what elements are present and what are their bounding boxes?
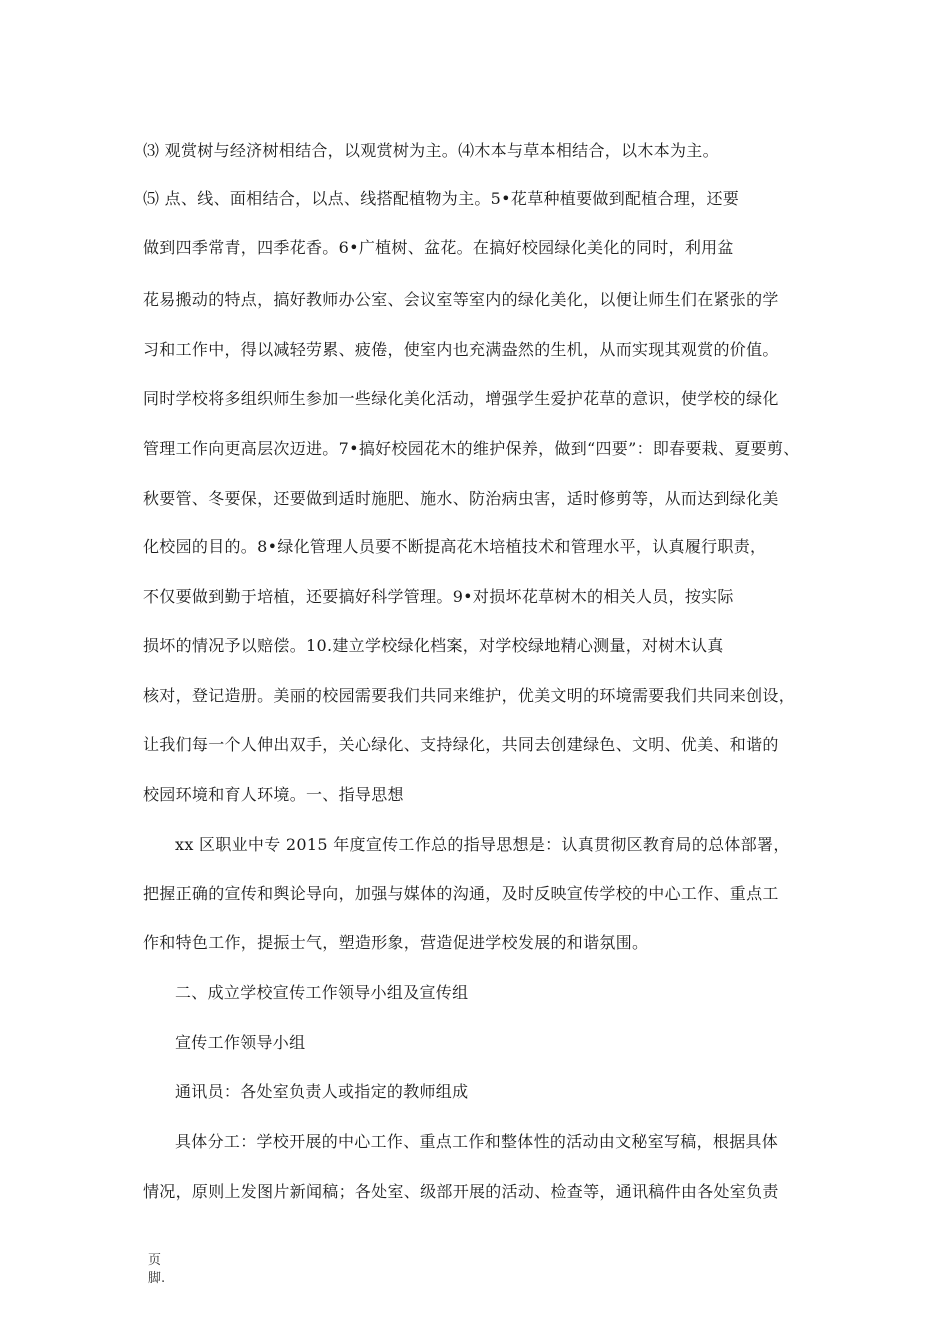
body-text-line: 做到四季常青，四季花香。6•广植树、盆花。在搞好校园绿化美化的同时，利用盆 bbox=[143, 238, 734, 257]
body-text-line: 损坏的情况予以赔偿。10.建立学校绿化档案，对学校绿地精心测量，对树木认真 bbox=[143, 636, 724, 655]
body-text-line: 作和特色工作，提振士气，塑造形象，营造促进学校发展的和谐氛围。 bbox=[143, 933, 649, 952]
body-text-line: 情况，原则上发图片新闻稿；各处室、级部开展的活动、检查等，通讯稿件由各处室负责 bbox=[143, 1182, 779, 1201]
body-text-line: 让我们每一个人伸出双手，关心绿化、支持绿化，共同去创建绿色、文明、优美、和谐的 bbox=[143, 735, 779, 754]
body-text-line: 花易搬动的特点，搞好教师办公室、会议室等室内的绿化美化，以便让师生们在紧张的学 bbox=[143, 290, 779, 309]
section-heading: 校园环境和育人环境。一、指导思想 bbox=[143, 785, 404, 804]
body-text-line: 化校园的目的。8•绿化管理人员要不断提高花木培植技术和管理水平，认真履行职责， bbox=[143, 537, 767, 556]
body-text-line: ⑶ 观赏树与经济树相结合，以观赏树为主。⑷木本与草本相结合，以木本为主。 bbox=[143, 141, 719, 160]
section-heading: 二、成立学校宣传工作领导小组及宣传组 bbox=[175, 983, 469, 1002]
body-text-line: xx 区职业中专 2015 年度宣传工作总的指导思想是：认真贯彻区教育局的总体部署， bbox=[175, 835, 790, 854]
footer-text: 脚. bbox=[148, 1271, 166, 1286]
body-text-line: ⑸ 点、线、面相结合，以点、线搭配植物为主。5•花草种植要做到配植合理，还要 bbox=[143, 189, 740, 208]
body-text-line: 管理工作向更高层次迈进。7•搞好校园花木的维护保养，做到“四要”：即春要栽、夏要剪、 bbox=[143, 439, 800, 458]
footer-text: 页 bbox=[148, 1253, 162, 1268]
body-text-line: 习和工作中，得以减轻劳累、疲倦，使室内也充满盎然的生机，从而实现其观赏的价值。 bbox=[143, 340, 779, 359]
body-text-line: 把握正确的宣传和舆论导向，加强与媒体的沟通，及时反映宣传学校的中心工作、重点工 bbox=[143, 884, 779, 903]
body-text-line: 宣传工作领导小组 bbox=[175, 1033, 306, 1052]
body-text-line: 通讯员：各处室负责人或指定的教师组成 bbox=[175, 1082, 469, 1101]
page-footer bbox=[148, 1252, 165, 1288]
body-text-line: 不仅要做到勤于培植，还要搞好科学管理。9•对损坏花草树木的相关人员，按实际 bbox=[143, 587, 734, 606]
body-text-line: 同时学校将多组织师生参加一些绿化美化活动，增强学生爱护花草的意识，使学校的绿化 bbox=[143, 389, 779, 408]
body-text-line: 核对，登记造册。美丽的校园需要我们共同来维护，优美文明的环境需要我们共同来创设， bbox=[143, 686, 796, 705]
body-text-line: 秋要管、冬要保，还要做到适时施肥、施水、防治病虫害，适时修剪等，从而达到绿化美 bbox=[143, 489, 779, 508]
body-text-line: 具体分工：学校开展的中心工作、重点工作和整体性的活动由文秘室写稿，根据具体 bbox=[175, 1132, 779, 1151]
